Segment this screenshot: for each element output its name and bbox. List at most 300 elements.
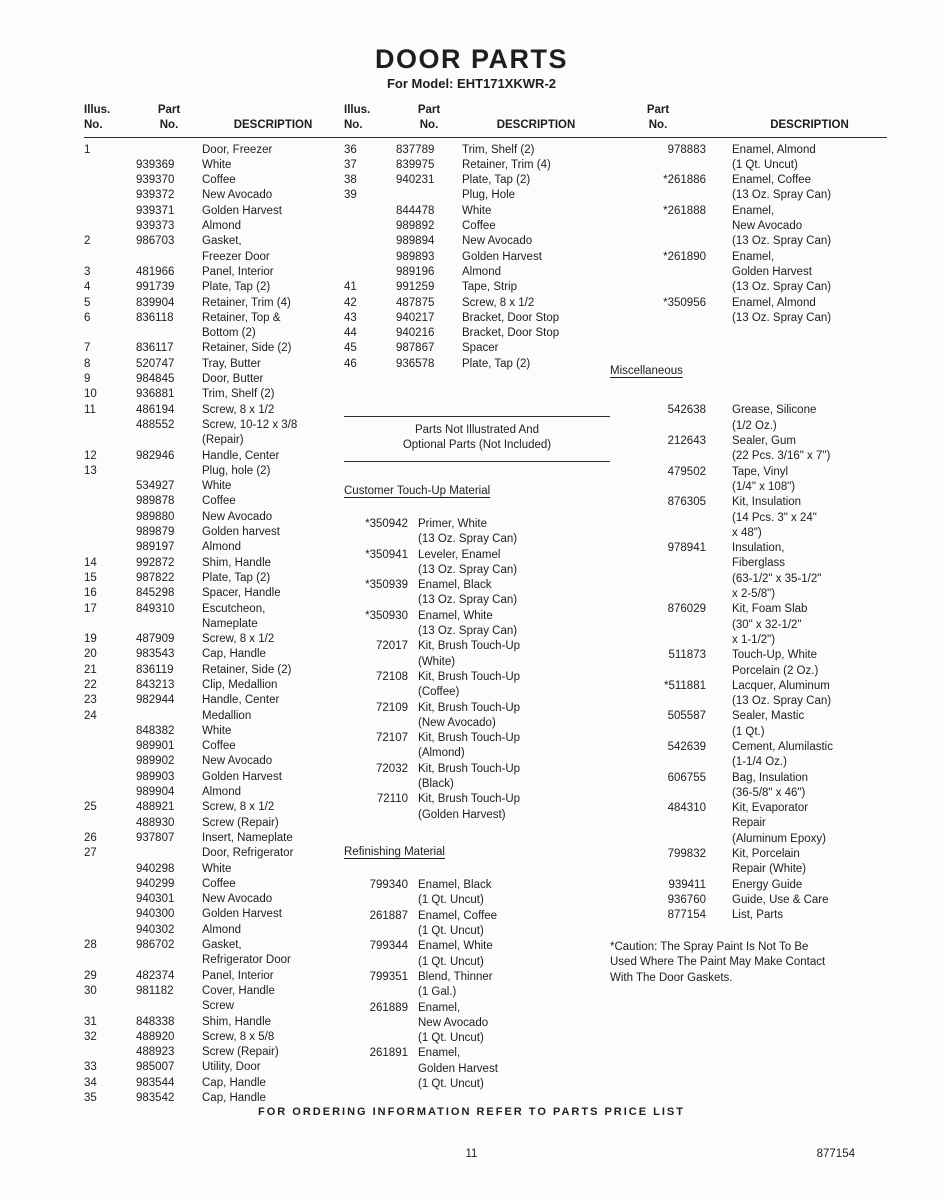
table-row	[344, 173, 610, 188]
part-cell: 981182	[136, 984, 174, 997]
desc-cell: Medallion	[202, 709, 252, 722]
part-cell	[344, 808, 408, 823]
table-row	[610, 801, 887, 816]
desc-cell: Clip, Medallion	[202, 678, 278, 691]
part-cell: 986703	[136, 235, 175, 248]
table-row	[344, 296, 610, 311]
table-row	[344, 578, 610, 593]
part-cell: 511873	[668, 649, 706, 662]
refinishing-list	[344, 878, 610, 1092]
illus-cell: 17	[84, 602, 97, 615]
illus-cell: 9	[84, 373, 91, 386]
part-cell: 940298	[136, 862, 175, 875]
desc-cell: (13 Oz. Spray Can)	[418, 563, 518, 576]
part-cell	[610, 188, 706, 203]
part-cell: 505587	[667, 710, 706, 723]
table-row	[610, 143, 887, 158]
table-row	[84, 219, 344, 234]
part-cell: *350942	[365, 517, 408, 530]
part-cell: *261886	[663, 174, 706, 187]
desc-cell: Tray, Butter	[202, 357, 261, 370]
part-cell: 983543	[136, 648, 175, 661]
table-row	[84, 556, 344, 571]
desc-cell: (14 Pcs. 3" x 24"	[732, 511, 817, 524]
desc-cell: Spacer, Handle	[202, 587, 281, 600]
header-illus-no	[84, 103, 136, 134]
table-row	[344, 1016, 610, 1031]
desc-cell: Golden Harvest	[202, 204, 282, 217]
illus-cell: 14	[84, 556, 97, 569]
table-row	[84, 326, 344, 341]
parts-table-2	[344, 143, 610, 372]
table-row	[84, 234, 344, 249]
table-row	[344, 939, 610, 954]
table-row	[610, 740, 887, 755]
illus-cell: 15	[84, 571, 97, 584]
document-number: 877154	[816, 1148, 855, 1160]
table-row	[84, 739, 344, 754]
table-row	[344, 311, 610, 326]
part-cell	[344, 924, 408, 939]
desc-cell: Plate, Tap (2)	[202, 281, 271, 294]
header-part-line1: Part	[646, 104, 670, 116]
part-cell: 799340	[369, 879, 408, 892]
part-cell: 939371	[136, 204, 175, 217]
desc-cell: Enamel,	[418, 1047, 461, 1060]
illus-cell	[84, 219, 136, 234]
table-row	[610, 832, 887, 847]
part-cell	[344, 1031, 408, 1046]
part-cell: 987822	[136, 571, 175, 584]
desc-cell: (1 Qt. Uncut)	[418, 955, 484, 968]
desc-cell: Door, Freezer	[202, 143, 273, 156]
part-cell: 799351	[369, 970, 408, 983]
part-cell: 940216	[396, 327, 435, 340]
table-row	[344, 1001, 610, 1016]
table-row	[344, 808, 610, 823]
table-row	[344, 731, 610, 746]
table-row	[610, 679, 887, 694]
part-cell: 989197	[136, 541, 175, 554]
part-cell: 989902	[136, 755, 175, 768]
header-description-label: DESCRIPTION	[770, 119, 849, 132]
desc-cell: Enamel, Black	[418, 879, 492, 892]
illus-cell: 46	[344, 357, 357, 370]
part-cell: 482374	[136, 969, 175, 982]
table-row	[610, 908, 887, 923]
table-row	[610, 541, 887, 556]
table-row	[344, 670, 610, 685]
illus-cell	[84, 724, 136, 739]
desc-cell: Enamel, Black	[418, 579, 492, 592]
part-cell	[610, 862, 706, 877]
table-row	[84, 403, 344, 418]
desc-cell: (Golden Harvest)	[418, 808, 506, 821]
illus-cell	[84, 739, 136, 754]
column-1	[84, 103, 344, 1106]
desc-cell: Cap, Handle	[202, 1092, 266, 1104]
table-row	[344, 685, 610, 700]
table-row	[610, 234, 887, 249]
table-row	[344, 326, 610, 341]
ordering-info-banner: FOR ORDERING INFORMATION REFER TO PARTS PRICE LIST	[258, 1106, 685, 1118]
part-cell	[136, 846, 202, 861]
part-cell	[344, 1062, 408, 1077]
table-row	[610, 664, 887, 679]
illus-cell	[84, 479, 136, 494]
part-cell: 845298	[136, 587, 175, 600]
table-row	[610, 786, 887, 801]
part-cell	[610, 725, 706, 740]
table-row	[84, 494, 344, 509]
part-cell: 877154	[667, 909, 706, 922]
table-row	[84, 341, 344, 356]
illus-cell: 35	[84, 1092, 97, 1104]
desc-cell: (13 Oz. Spray Can)	[732, 311, 832, 324]
part-cell	[344, 777, 408, 792]
header-part-line2: No.	[648, 119, 668, 132]
desc-cell: Almond	[202, 786, 241, 799]
desc-cell: Plug, hole (2)	[202, 464, 271, 477]
table-row	[84, 449, 344, 464]
illus-cell	[84, 892, 136, 907]
desc-cell: Refrigerator Door	[202, 954, 291, 967]
desc-cell: Retainer, Side (2)	[202, 342, 292, 355]
illus-cell	[84, 188, 136, 203]
document-header	[0, 44, 943, 91]
desc-cell: Gasket,	[202, 939, 242, 952]
table-row	[610, 556, 887, 571]
header-description-label: DESCRIPTION	[496, 119, 576, 132]
desc-cell: Screw, 8 x 5/8	[202, 1030, 275, 1043]
desc-cell: (1/4" x 108")	[732, 480, 796, 493]
part-cell: 989878	[136, 495, 175, 508]
table-row	[84, 143, 344, 158]
desc-cell: Golden Harvest	[202, 770, 282, 783]
part-cell: 982946	[136, 449, 175, 462]
part-cell: 72032	[376, 762, 408, 775]
table-row	[610, 449, 887, 464]
header-part-line1: Part	[157, 104, 181, 116]
desc-cell: Handle, Center	[202, 449, 280, 462]
part-cell: 486194	[136, 403, 175, 416]
desc-cell: Kit, Brush Touch-Up	[418, 640, 521, 653]
table-row	[84, 846, 344, 861]
table-row	[344, 357, 610, 372]
desc-cell: (22 Pcs. 3/16" x 7")	[732, 450, 831, 463]
desc-cell: Enamel, Almond	[732, 296, 816, 309]
part-cell	[610, 816, 706, 831]
desc-cell: Escutcheon,	[202, 602, 266, 615]
page-title: DOOR PARTS	[374, 44, 568, 74]
part-cell: 848338	[136, 1015, 175, 1028]
desc-cell: New Avocado	[202, 189, 273, 202]
part-cell: 212643	[667, 435, 706, 448]
part-cell	[344, 624, 408, 639]
part-cell	[344, 563, 408, 578]
desc-cell: (13 Oz. Spray Can)	[418, 594, 518, 607]
part-cell: 72109	[376, 701, 408, 714]
desc-cell: Door, Refrigerator	[202, 847, 294, 860]
desc-cell: (13 Oz. Spray Can)	[732, 235, 832, 248]
illus-cell: 43	[344, 311, 357, 324]
table-row	[84, 479, 344, 494]
header-description	[732, 103, 887, 134]
desc-cell: New Avocado	[202, 510, 273, 523]
desc-cell: Bag, Insulation	[732, 771, 809, 784]
desc-cell: Bracket, Door Stop	[462, 327, 560, 340]
illus-cell	[344, 204, 396, 219]
desc-cell: White	[202, 724, 232, 737]
table-row	[610, 602, 887, 617]
table-row	[84, 311, 344, 326]
part-cell: *511881	[664, 679, 706, 692]
illus-cell	[84, 999, 136, 1014]
part-cell: 837789	[396, 143, 435, 156]
desc-cell: Panel, Interior	[202, 265, 274, 278]
part-cell	[136, 464, 202, 479]
part-cell: 989879	[136, 526, 175, 539]
part-cell	[136, 433, 202, 448]
desc-cell: (1 Qt. Uncut)	[418, 1032, 484, 1045]
table-row	[84, 296, 344, 311]
header-part-no	[396, 103, 462, 134]
illus-cell: 24	[84, 709, 97, 722]
part-cell	[610, 786, 706, 801]
table-row	[84, 173, 344, 188]
illus-cell: 11	[84, 403, 96, 416]
part-cell: *261888	[663, 204, 706, 217]
illus-cell	[84, 816, 136, 831]
table-row	[344, 143, 610, 158]
table-row	[344, 655, 610, 670]
desc-cell: White	[202, 480, 232, 493]
illus-cell: 2	[84, 235, 91, 248]
part-cell: *350939	[365, 579, 408, 592]
desc-cell: Handle, Center	[202, 694, 280, 707]
desc-cell: Retainer, Trim (4)	[462, 158, 551, 171]
table-row	[610, 709, 887, 724]
column-3	[610, 103, 887, 1106]
refinishing-heading: Refinishing Material	[344, 845, 445, 858]
illus-cell: 5	[84, 296, 91, 309]
part-cell: 72110	[376, 793, 408, 806]
header-part-line1: Part	[417, 104, 441, 116]
desc-cell: Cement, Alumilastic	[732, 740, 833, 753]
illus-cell: 28	[84, 939, 97, 952]
illus-cell: 1	[84, 143, 91, 156]
desc-cell: Bracket, Door Stop	[462, 311, 560, 324]
table-row	[84, 265, 344, 280]
illus-cell: 27	[84, 847, 97, 860]
table-row	[84, 663, 344, 678]
illus-cell: 10	[84, 388, 97, 401]
part-cell: 799832	[667, 848, 706, 861]
table-row	[84, 800, 344, 815]
table-row	[344, 1046, 610, 1061]
table-row	[84, 387, 344, 402]
table-row	[84, 1091, 344, 1106]
desc-cell: Insert, Nameplate	[202, 831, 293, 844]
part-cell: 876305	[667, 496, 706, 509]
illus-cell: 22	[84, 678, 97, 691]
part-cell	[610, 832, 706, 847]
part-cell	[610, 618, 706, 633]
table-row	[610, 173, 887, 188]
desc-cell: Bottom (2)	[202, 327, 256, 340]
desc-cell: (13 Oz. Spray Can)	[732, 189, 832, 202]
desc-cell: Golden Harvest	[202, 908, 282, 921]
illus-cell: 6	[84, 311, 91, 324]
table-row	[610, 618, 887, 633]
table-row	[344, 1062, 610, 1077]
illus-cell: 30	[84, 984, 97, 997]
illus-cell: 7	[84, 342, 91, 355]
table-header-col3	[610, 103, 887, 138]
table-row	[344, 158, 610, 173]
page-number: 11	[465, 1148, 478, 1160]
desc-cell: Screw, 8 x 1/2	[202, 633, 275, 646]
part-cell: 940302	[136, 923, 175, 936]
columns-container	[84, 103, 887, 1106]
table-row	[344, 639, 610, 654]
part-cell: 940231	[396, 174, 435, 187]
table-row	[84, 1045, 344, 1060]
illus-cell: 45	[344, 342, 357, 355]
illus-cell: 32	[84, 1030, 97, 1043]
part-cell	[344, 532, 408, 547]
part-cell: 72017	[376, 640, 408, 653]
desc-cell: Screw, 10-12 x 3/8	[202, 418, 298, 431]
part-cell: 989904	[136, 786, 175, 799]
table-row	[610, 633, 887, 648]
part-cell: 940301	[136, 893, 175, 906]
desc-cell: Coffee	[202, 740, 236, 753]
illus-cell: 20	[84, 648, 97, 661]
table-row	[610, 434, 887, 449]
desc-cell: (Repair)	[202, 434, 244, 447]
desc-cell: Insulation,	[732, 542, 785, 555]
part-cell	[344, 1077, 408, 1092]
table-row	[84, 693, 344, 708]
part-cell	[344, 985, 408, 1000]
table-row	[344, 893, 610, 908]
desc-cell: Enamel,	[732, 204, 775, 217]
part-cell	[344, 746, 408, 761]
touchup-heading: Customer Touch-Up Material	[344, 484, 491, 497]
desc-cell: Plate, Tap (2)	[462, 357, 531, 370]
part-cell	[610, 449, 706, 464]
illus-cell	[84, 907, 136, 922]
table-row	[84, 464, 344, 479]
part-cell: 989880	[136, 510, 175, 523]
part-cell: 479502	[667, 465, 706, 478]
table-row	[84, 953, 344, 968]
illus-cell	[84, 617, 136, 632]
header-illus-line1: Illus.	[344, 104, 371, 116]
table-row	[610, 265, 887, 280]
table-row	[84, 510, 344, 525]
page-subtitle: For Model: EHT171XKWR-2	[386, 76, 556, 91]
desc-cell: (1 Gal.)	[418, 986, 457, 999]
part-cell: *350930	[365, 609, 408, 622]
table-row	[84, 1015, 344, 1030]
part-cell	[610, 158, 706, 173]
desc-cell: Spacer	[462, 342, 499, 355]
table-row	[610, 893, 887, 908]
desc-cell: New Avocado	[462, 235, 533, 248]
illus-cell	[84, 494, 136, 509]
part-cell: 534927	[136, 480, 175, 493]
table-row	[84, 280, 344, 295]
table-row	[84, 525, 344, 540]
part-cell: *350956	[663, 296, 706, 309]
table-row	[344, 746, 610, 761]
desc-cell: Golden Harvest	[418, 1062, 498, 1075]
illus-cell: 39	[344, 189, 357, 202]
part-cell: 987867	[396, 342, 435, 355]
desc-cell: Freezer Door	[202, 250, 270, 263]
illus-cell	[84, 877, 136, 892]
part-cell	[136, 250, 202, 265]
table-row	[610, 188, 887, 203]
desc-cell: Porcelain (2 Oz.)	[732, 664, 819, 677]
part-cell: 989894	[396, 235, 435, 248]
desc-cell: (1 Qt. Uncut)	[418, 894, 484, 907]
part-cell: 989903	[136, 770, 175, 783]
part-cell: 487909	[136, 633, 175, 646]
table-row	[84, 357, 344, 372]
part-cell: 520747	[136, 357, 175, 370]
desc-cell: Coffee	[202, 495, 236, 508]
table-row	[344, 593, 610, 608]
table-row	[84, 540, 344, 555]
desc-cell: Plate, Tap (2)	[462, 174, 531, 187]
table-row	[610, 694, 887, 709]
part-cell: 937807	[136, 831, 175, 844]
table-row	[84, 250, 344, 265]
illus-cell: 44	[344, 327, 357, 340]
desc-cell: Leveler, Enamel	[418, 548, 501, 561]
desc-cell: Kit, Brush Touch-Up	[418, 762, 521, 775]
part-cell: 985007	[136, 1061, 175, 1074]
illus-cell: 3	[84, 265, 91, 278]
desc-cell: (1-1/4 Oz.)	[732, 756, 787, 769]
part-cell: 848382	[136, 724, 175, 737]
desc-cell: Golden Harvest	[732, 265, 812, 278]
desc-cell: Utility, Door	[202, 1061, 261, 1074]
part-cell: *261890	[663, 250, 706, 263]
desc-cell: White	[462, 204, 492, 217]
table-row	[610, 158, 887, 173]
part-cell: 488920	[136, 1030, 175, 1043]
desc-cell: Coffee	[462, 220, 496, 233]
part-cell	[610, 694, 706, 709]
table-row	[610, 771, 887, 786]
desc-cell: Golden harvest	[202, 526, 280, 539]
desc-cell: Almond	[462, 265, 501, 278]
illus-cell: 21	[84, 663, 97, 676]
desc-cell: Coffee	[202, 877, 236, 890]
part-cell: 261887	[369, 909, 408, 922]
part-cell	[396, 188, 462, 203]
optional-parts-banner	[344, 416, 610, 462]
desc-cell: Tape, Strip	[462, 281, 517, 294]
desc-cell: Enamel, Coffee	[418, 909, 498, 922]
desc-cell: Repair	[732, 817, 766, 830]
part-cell	[344, 655, 408, 670]
touchup-list	[344, 517, 610, 823]
